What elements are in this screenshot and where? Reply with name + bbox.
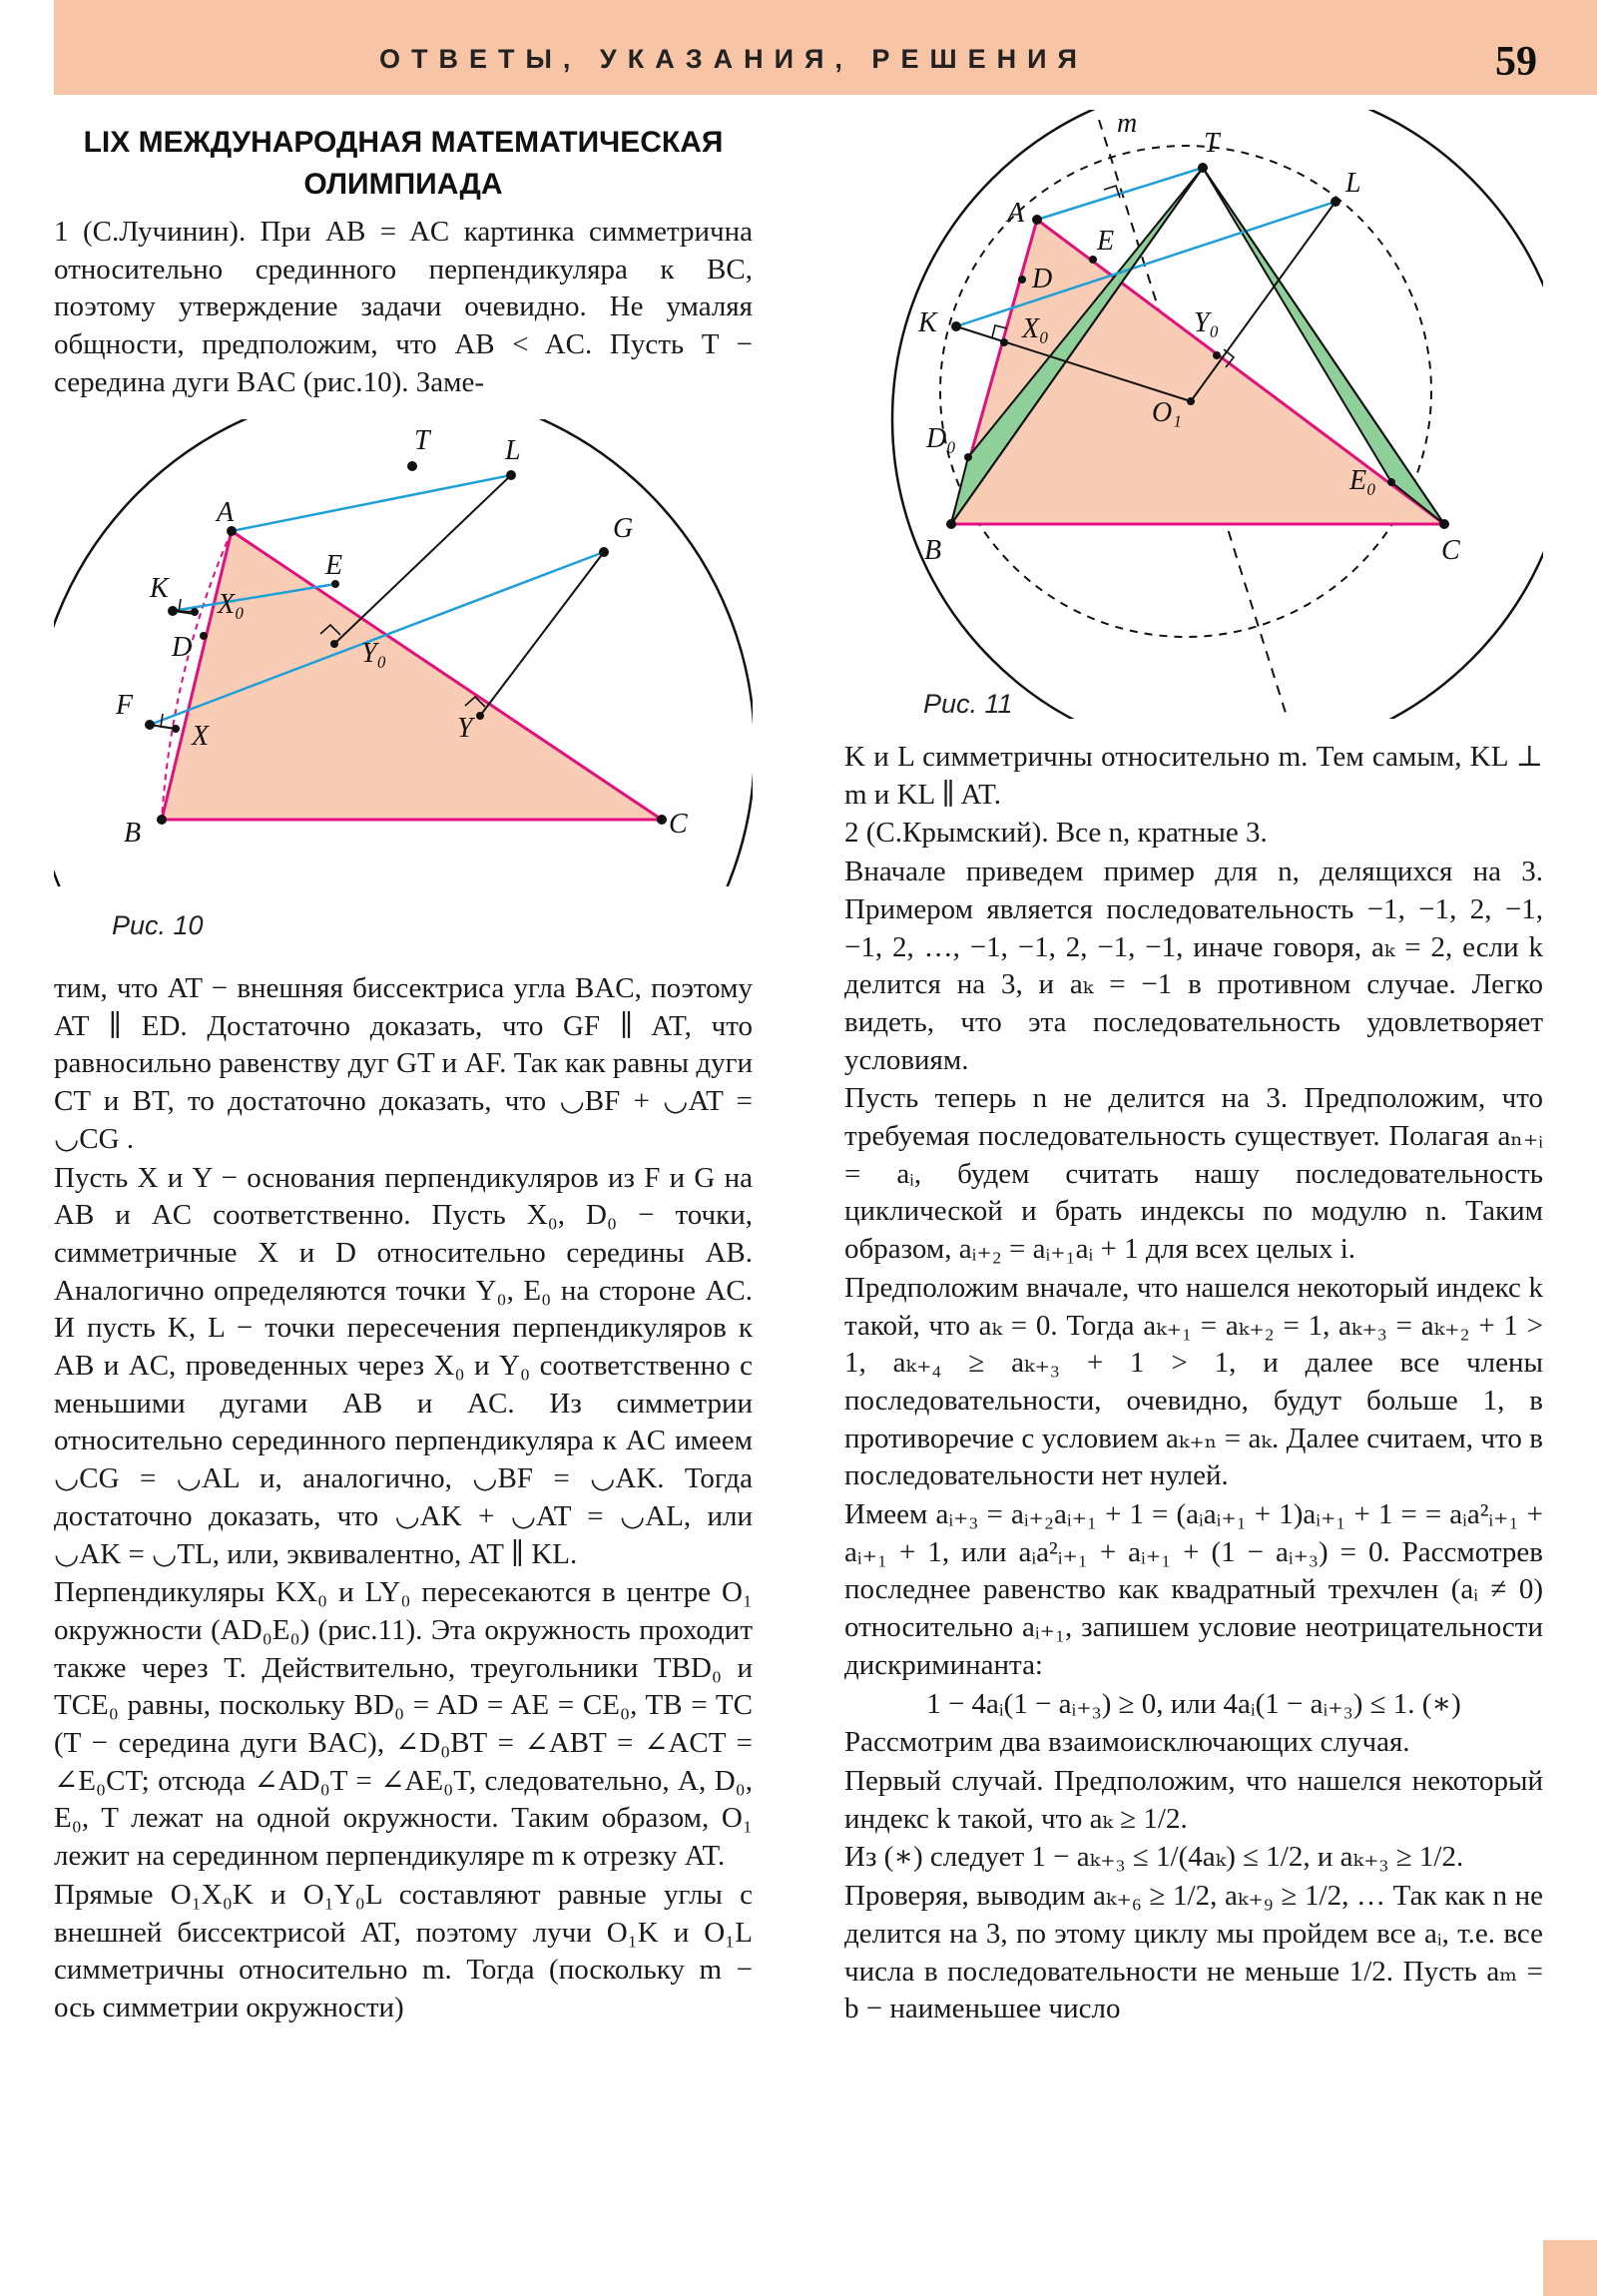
svg-text:A: A <box>1007 198 1025 229</box>
paragraph: Имеем aᵢ₊₃ = aᵢ₊₂aᵢ₊₁ + 1 = (aᵢaᵢ₊₁ + 1)aᵢ₊₁ + 1 = = aᵢa²ᵢ₊₁ + aᵢ₊₁ + 1, или aᵢa²ᵢ₊₁ + aᵢ₊₁ + (1 − aᵢ₊₃) = 0. Рассмотрев последнее равенство как квадратный трехчлен (aᵢ ≠ 0) относительно aᵢ₊₁, запишем условие неотрицательности дискриминанта: <box>844 1498 1543 1681</box>
paragraph: Рассмотрим два взаимоисключающих случая. <box>844 1726 1410 1759</box>
svg-text:C: C <box>669 809 688 840</box>
svg-text:F: F <box>116 690 134 721</box>
paragraph: Первый случай. Предположим, что нашелся некоторый индекс k такой, что aₖ ≥ 1/2. <box>844 1764 1543 1835</box>
fig11-caption: Рис. 11 <box>923 689 1013 719</box>
paragraph: 2 (С.Крымский). Все n, кратные 3. <box>844 817 1268 850</box>
svg-text:Y₀: Y₀ <box>1194 307 1220 338</box>
svg-text:L: L <box>1345 168 1361 199</box>
paragraph: Пусть теперь n не делится на 3. Предположим, что требуемая последовательность существует. Полагая aₙ₊ᵢ = aᵢ, будем считать нашу последовательность циклической и брать индексы по модулю n. Таким образом, aᵢ₊₂ = aᵢ₊₁aᵢ + 1 для всех целых i. <box>844 1082 1543 1266</box>
svg-text:E₀: E₀ <box>1349 465 1376 496</box>
section-title: LIX МЕЖДУНАРОДНАЯ МАТЕМАТИЧЕСКАЯ ОЛИМПИАДА <box>83 126 724 201</box>
paragraph: Проверяя, выводим aₖ₊₆ ≥ 1/2, aₖ₊₉ ≥ 1/2, … Так как n не делится на 3, по этому циклу мы пройдем все aᵢ, т.е. все числа в последовательности не меньше 1/2. Пусть aₘ = b − наименьшее число <box>844 1880 1543 2025</box>
svg-text:L: L <box>505 435 521 466</box>
svg-text:X₀: X₀ <box>218 589 245 620</box>
svg-text:B: B <box>924 535 942 566</box>
fig10-caption: Рис. 10 <box>112 910 204 940</box>
svg-text:T: T <box>414 425 430 456</box>
svg-text:A: A <box>217 497 235 528</box>
svg-text:m: m <box>1117 110 1138 139</box>
svg-text:O₁: O₁ <box>1152 397 1182 428</box>
figure-10 <box>54 419 753 888</box>
paragraph: тим, что AT − внешняя биссектриса угла BAC, поэтому AT ∥ ED. Достаточно доказать, что GF ∥ AT, что равносильно равенству дуг GT и AF. Так как равны дуги CT и BT, то достаточно доказать, что ◡BF + ◡AT = ◡CG . <box>54 972 753 1155</box>
paragraph: Предположим вначале, что нашелся некоторый индекс k такой, что aₖ = 0. Тогда aₖ₊₁ = aₖ₊₂ = 1, aₖ₊₃ = aₖ₊₂ + 1 > 1, aₖ₊₄ ≥ aₖ₊₃ + 1 > 1, и далее все члены последовательности, очевидно, будут больше 1, в противоречие с условием aₖ₊ₙ = aₖ. Далее считаем, что в последовательности нет нулей. <box>844 1271 1543 1492</box>
svg-text:K: K <box>918 307 937 338</box>
paragraph: Прямые O₁X₀K и O₁Y₀L составляют равные углы с внешней биссектрисой AT, поэтому лучи O₁K и O₁L симметричны относительно m. Тогда (поскольку m − ось симметрии окружности) <box>54 1878 753 2023</box>
paragraph: K и L симметричны относительно m. Тем самым, KL ⊥ m и KL ∥ AT. <box>844 741 1543 811</box>
paragraph: Вначале приведем пример для n, делящихся на 3. Примером является последовательность −1, −1, 2, −1, −1, 2, …, −1, −1, 2, −1, −1, иначе говоря, aₖ = 2, если k делится на 3, и aₖ = −1 в противном случае. Легко видеть, что эта последовательность удовлетворяет условиям. <box>844 856 1543 1076</box>
svg-text:D: D <box>1032 264 1053 294</box>
display-formula: 1 − 4aᵢ(1 − aᵢ₊₃) ≥ 0, или 4aᵢ(1 − aᵢ₊₃) ≤ 1. (∗) <box>926 1687 1461 1720</box>
paragraph: 1 (С.Лучинин). При AB = AC картинка симметрична относительно срединного перпендикуляра к BC, поэтому утверждение задачи очевидно. Не умаляя общности, предположим, что AB < AC. Пусть T − середина дуги BAC (рис.10). Заме- <box>54 216 753 398</box>
problem1-intro <box>54 214 753 402</box>
svg-text:E: E <box>325 550 343 581</box>
paragraph: Из (∗) следует 1 − aₖ₊₃ ≤ 1/(4aₖ) ≤ 1/2, и aₖ₊₃ ≥ 1/2. <box>844 1841 1464 1874</box>
page-number: 59 <box>1495 39 1537 85</box>
svg-text:T: T <box>1204 128 1220 159</box>
problem1-body <box>54 970 753 2027</box>
svg-text:C: C <box>1441 535 1460 566</box>
figure-11 <box>844 110 1543 719</box>
svg-text:E: E <box>1097 226 1115 257</box>
svg-text:D: D <box>172 632 193 663</box>
paragraph: Перпендикуляры KX₀ и LY₀ пересекаются в центре O₁ окружности (AD₀E₀) (рис.11). Эта окружность проходит также через T. Действительно, треугольники TBD₀ и TCE₀ равны, поскольку BD₀ = AD = AE = CE₀, TB = TC (T − середина дуги BAC), ∠D₀BT = ∠ABT = ∠ACT = ∠E₀CT; отсюда ∠AD₀T = ∠AE₀T, следовательно, A, D₀, E₀, T лежат на одной окружности. Таким образом, O₁ лежит на серединном перпендикуляре m к отрезку AT. <box>54 1576 753 1873</box>
svg-text:G: G <box>613 513 634 544</box>
running-title: ОТВЕТЫ, УКАЗАНИЯ, РЕШЕНИЯ <box>379 44 1088 74</box>
svg-text:K: K <box>150 573 169 604</box>
svg-text:Y₀: Y₀ <box>361 638 387 669</box>
svg-text:X: X <box>192 721 210 752</box>
svg-text:D₀: D₀ <box>926 423 956 454</box>
svg-text:X₀: X₀ <box>1022 313 1049 344</box>
paragraph: Пусть X и Y − основания перпендикуляров из F и G на AB и AC соответственно. Пусть X₀, D₀ − точки, симметричные X и D относительно середины AB. Аналогично определяются точки Y₀, E₀ на стороне AC. И пусть K, L − точки пересечения перпендикуляров к AB и AC, проведенных через X₀ и Y₀ соответственно с меньшими дугами AB и AC. Из симметрии относительно серединного перпендикуляра к AC имеем ◡CG = ◡AL и, аналогично, ◡BF = ◡AK. Тогда достаточно доказать, что ◡AK + ◡AT = ◡AL, или ◡AK = ◡TL, или, эквивалентно, AT ∥ KL. <box>54 1161 753 1570</box>
corner-tab <box>1543 2240 1597 2296</box>
svg-text:Y: Y <box>457 713 473 744</box>
svg-text:B: B <box>124 818 142 849</box>
right-column-text <box>844 739 1543 2028</box>
